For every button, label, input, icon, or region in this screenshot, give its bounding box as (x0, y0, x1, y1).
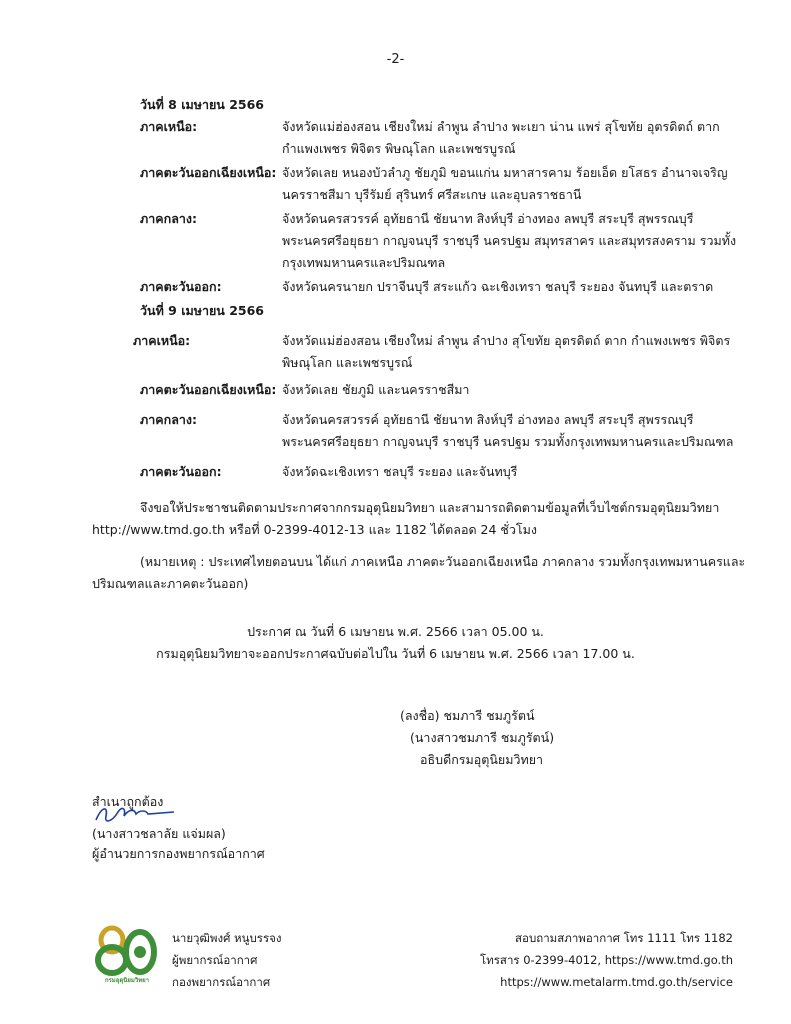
day2-date: วันที่ 9 เมษายน 2566 (140, 303, 264, 318)
day2-east-text-1: จังหวัดฉะเชิงเทรา ชลบุรี ระยอง และจันทบุรี (282, 464, 518, 479)
forecaster-name: นายวุฒิพงศ์ หนูบรรจง (172, 931, 282, 945)
certified-copy-label: สำเนาถูกต้อง (92, 794, 164, 809)
day2-northeast-label: ภาคตะวันออกเฉียงเหนือ: (140, 382, 277, 397)
certified-title: ผู้อำนวยการกองพยากรณ์อากาศ (92, 846, 265, 861)
tmd-80-anniversary-logo (92, 922, 162, 986)
day1-date: วันที่ 8 เมษายน 2566 (140, 97, 264, 112)
day2-north-text-1: จังหวัดแม่ฮ่องสอน เชียงใหม่ ลำพูน ลำปาง สุโขทัย อุตรดิตถ์ ตาก กำแพงเพชร พิจิตร (282, 333, 731, 348)
day1-north-text-1: จังหวัดแม่ฮ่องสอน เชียงใหม่ ลำพูน ลำปาง พะเยา น่าน แพร่ สุโขทัย อุตรดิตถ์ ตาก (282, 119, 720, 134)
page-number: -2- (386, 52, 405, 67)
announce-line-1: ประกาศ ณ วันที่ 6 เมษายน พ.ศ. 2566 เวลา 05.00 น. (247, 624, 544, 639)
handwritten-signature (92, 802, 176, 826)
day1-central-label: ภาคกลาง: (140, 211, 197, 226)
day2-central-label: ภาคกลาง: (140, 412, 197, 427)
note-line-1: (หมายเหตุ : ประเทศไทยตอนบน ได้แก่ ภาคเหนือ ภาคตะวันออกเฉียงเหนือ ภาคกลาง รวมทั้งกรุงเทพมหานครและ (140, 554, 746, 569)
forecaster-division: กองพยากรณ์อากาศ (172, 975, 271, 989)
signature-fullname: (นางสาวชมภารี ชมภูรัตน์) (410, 730, 555, 745)
day1-north-text-2: กำแพงเพชร พิจิตร พิษณุโลก และเพชรบูรณ์ (282, 141, 516, 156)
day2-north-label: ภาคเหนือ: (133, 333, 191, 348)
day1-northeast-text-1: จังหวัดเลย หนองบัวลำภู ชัยภูมิ ขอนแก่น มหาสารคาม ร้อยเอ็ด ยโสธร อำนาจเจริญ (282, 165, 728, 180)
day1-east-text-1: จังหวัดนครนายก ปราจีนบุรี สระแก้ว ฉะเชิงเทรา ชลบุรี ระยอง จันทบุรี และตราด (282, 279, 714, 294)
day1-central-text-2: พระนครศรีอยุธยา กาญจนบุรี ราชบุรี นครปฐม สมุทรสาคร และสมุทรสงคราม รวมทั้ง (282, 233, 737, 248)
day1-central-text-1: จังหวัดนครสวรรค์ อุทัยธานี ชัยนาท สิงห์บุรี อ่างทอง ลพบุรี สระบุรี สุพรรณบุรี (282, 211, 694, 226)
day1-northeast-text-2: นครราชสีมา บุรีรัมย์ สุรินทร์ ศรีสะเกษ และอุบลราชธานี (282, 187, 582, 202)
signature-name: (ลงชื่อ) ชมภารี ชมภูรัตน์ (400, 708, 535, 723)
day1-north-label: ภาคเหนือ: (140, 119, 198, 134)
signature-title: อธิบดีกรมอุตุนิยมวิทยา (420, 752, 544, 767)
day2-north-text-2: พิษณุโลก และเพชรบูรณ์ (282, 355, 413, 370)
certified-fullname: (นางสาวชลาลัย แจ่มผล) (92, 826, 226, 841)
announce-line-2: กรมอุตุนิยมวิทยาจะออกประกาศฉบับต่อไปใน วันที่ 6 เมษายน พ.ศ. 2566 เวลา 17.00 น. (156, 646, 635, 661)
note-line-2: ปริมณฑลและภาคตะวันออก) (92, 576, 249, 591)
advisory-line-2: http://www.tmd.go.th หรือที่ 0-2399-4012-13 และ 1182 ได้ตลอด 24 ชั่วโมง (92, 522, 537, 537)
day1-northeast-label: ภาคตะวันออกเฉียงเหนือ: (140, 165, 277, 180)
contact-service-url[interactable]: https://www.metalarm.tmd.go.th/service (500, 975, 733, 989)
contact-fax-web[interactable]: โทรสาร 0-2399-4012, https://www.tmd.go.th (480, 953, 733, 967)
advisory-line-1: จึงขอให้ประชาชนติดตามประกาศจากกรมอุตุนิยมวิทยา และสามารถติดตามข้อมูลที่เว็บไซต์กรมอุตุนิยมวิทยา (140, 500, 720, 515)
day1-east-label: ภาคตะวันออก: (140, 279, 222, 294)
forecaster-role: ผู้พยากรณ์อากาศ (172, 953, 258, 967)
day1-central-text-3: กรุงเทพมหานครและปริมณฑล (282, 255, 446, 270)
day2-central-text-1: จังหวัดนครสวรรค์ อุทัยธานี ชัยนาท สิงห์บุรี อ่างทอง ลพบุรี สระบุรี สุพรรณบุรี (282, 412, 694, 427)
day2-central-text-2: พระนครศรีอยุธยา กาญจนบุรี ราชบุรี นครปฐม รวมทั้งกรุงเทพมหานครและปริมณฑล (282, 434, 734, 449)
day2-east-label: ภาคตะวันออก: (140, 464, 222, 479)
contact-phone: สอบถามสภาพอากาศ โทร 1111 โทร 1182 (515, 931, 733, 945)
day2-northeast-text-1: จังหวัดเลย ชัยภูมิ และนครราชสีมา (282, 382, 470, 397)
logo-text: กรมอุตุนิยมวิทยา (104, 977, 150, 984)
